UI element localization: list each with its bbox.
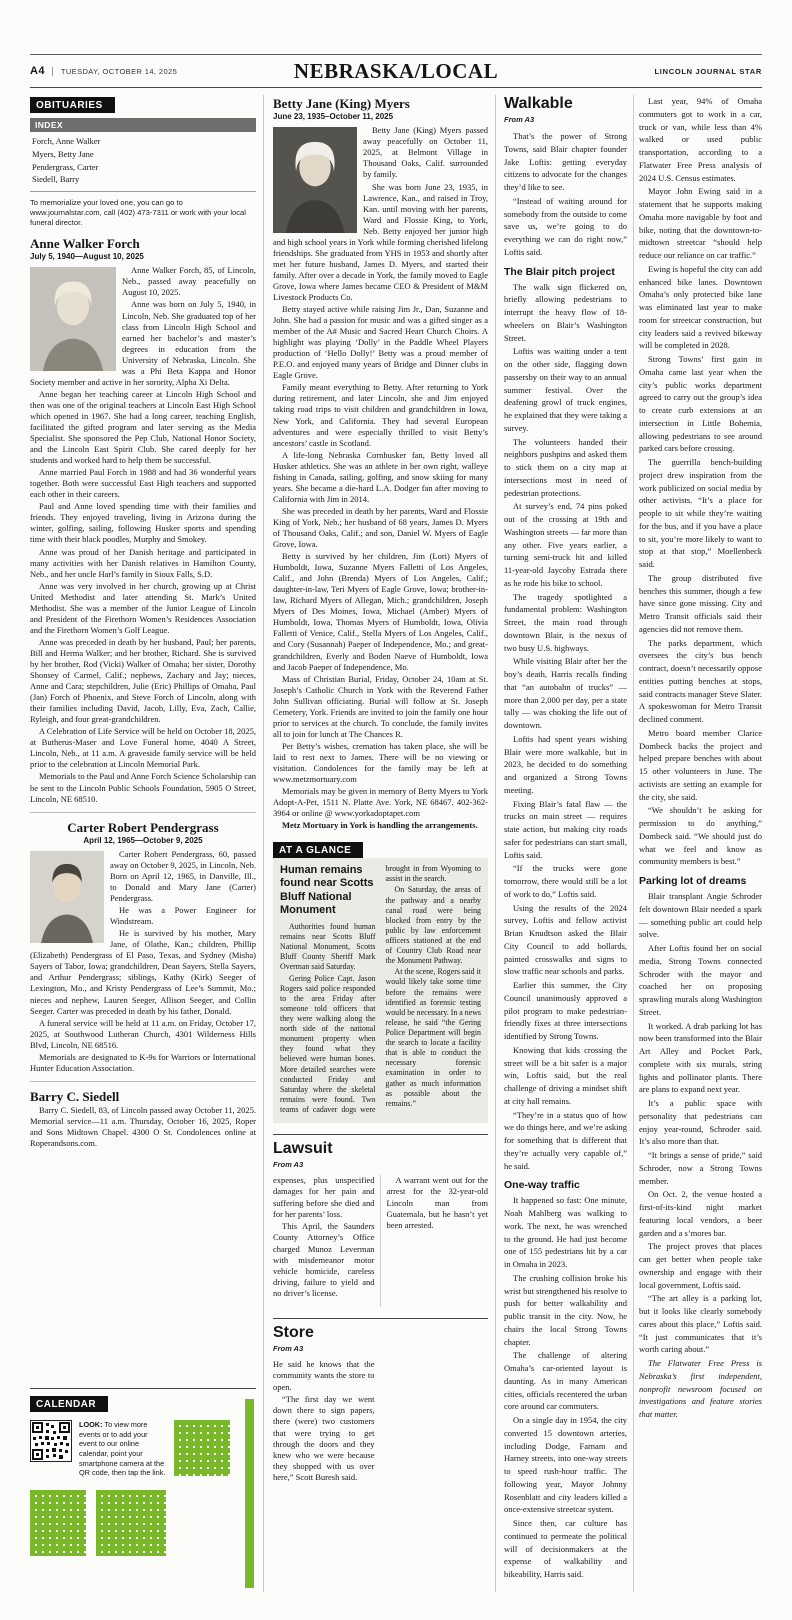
green-dot-grid <box>174 1420 230 1476</box>
portrait-silhouette-icon <box>30 851 104 943</box>
article-paragraph: At the scene, Rogers said it would likely take some time before the remains were identified as forensic testing would be necessary. In a news release, he said “the Gering Police Department will begin the search to locate a facility that is able to conduct the necessary forensic examination in order to gather as much information as possible about the remains.” <box>385 967 481 1108</box>
article-paragraph: He said he knows that the community wants the store to open. <box>273 1359 375 1392</box>
green-dot-grid <box>30 1490 86 1556</box>
article-paragraph: Anne Walker Forch, 85, of Lincoln, Neb., passed away peacefully on August 10, 2025. <box>122 265 256 298</box>
article-paragraph: It worked. A drab parking lot has now been transformed into the Blair Art Alley and Pocket Park, complete with six murals, string lights and pollinator plants. There are plans to expand next year. <box>639 1020 762 1095</box>
article-paragraph: Anne was born on July 5, 1940, in Lincoln, Neb. She graduated top of her class from Lincoln High School and earned her bachelor’s and master’s degrees in education from the University of Nebraska, Lincoln. She was a Phi Beta Kappa and Honor Society member and active in her sorority, Alpha Xi Delta. <box>30 299 256 387</box>
obituary-body <box>273 125 488 831</box>
article-paragraph: expenses, plus unspecified damages for her pain and suffering before she died and for her parents’ loss. <box>273 1175 375 1219</box>
article-paragraph: Mass of Christian Burial, Friday, October 24, 10am at St. Joseph’s Catholic Church in York with the Reverend Father John Sullivan officiating. Burial will follow at St. Joseph Cemetery, York. Friends are invited to join the family one hour prior to services at the church. To conclude, the family invites all to join for lunch at The Chances R. <box>273 673 488 739</box>
article-paragraph: Knowing that kids crossing the street will be a bit safer is a major win, Loftis said, but the real challenge of driving a mindset shift at city hall remains. <box>504 1044 627 1106</box>
article-paragraph: It happened so fast: One minute, Noah Mahlberg was walking to work. The next, he was wrenched to the ground. He had just become one of 155 pedestrians hit by a car in Omaha in 2023. <box>504 1195 627 1270</box>
article-paragraph: The Flatwater Free Press is Nebraska’s first independent, nonprofit newsroom focused on investigations and feature stories that matter. <box>639 1358 762 1420</box>
article-paragraph: “They’re in a status quo of how we do things here, and we’re asking for something that is different that they’re actually very capable of,” he said. <box>504 1109 627 1171</box>
article-text <box>273 1175 488 1307</box>
continued-from-label: From A3 <box>504 115 535 124</box>
article-paragraph: At survey’s end, 74 pins poked out of the crossing at 19th and Washington streets — far more than any other. Five years earlier, a turning semi-truck hit and killed 11-year-old Jaycoby Estrada there as he rode his bike to school. <box>504 501 627 588</box>
obituary-dates: June 23, 1935–October 11, 2025 <box>273 112 394 122</box>
article-paragraph: Loftis was waiting under a tent on the other side, flagging down passersby on their way to an annual summer festival. Over the deafening growl of truck engines, he explained that they were taking a survey. <box>504 346 627 433</box>
section-title: NEBRASKA/LOCAL <box>293 58 499 83</box>
middle-column <box>273 95 488 1592</box>
article-paragraph: Gering Police Capt. Jason Rogers said police responded to the area Friday after someone told officers that they were walking along the north side of the national monument property when they found what they believed were human bones. More detailed searches were conducted Friday and Saturday where the skeletal remains were found. Two teams of cadaver dogs were brought in from Wyoming to assist in the search. <box>280 864 481 1114</box>
article-text <box>273 1359 488 1485</box>
obituaries-column <box>30 95 256 1592</box>
article-paragraph: Strong Towns’ first gain in Omaha came last year when the city’s public works department agreed to carry out the group’s idea to create curb extensions at an intersection in Little Bohemia, allowing pedestrians to see around parked cars before crossing. <box>639 354 762 454</box>
article-text <box>504 95 762 1592</box>
article-paragraph: The walk sign flickered on, briefly allowing pedestrians to interrupt the heavy flow of 18-wheelers on Blair’s Washington Street. <box>504 281 627 343</box>
issue-date: TUESDAY, OCTOBER 14, 2025 <box>52 67 177 76</box>
article-paragraph: On a single day in 1954, the city converted 15 downtown arteries, including Dodge, Farnam and Harney streets, into one-way streets to speed rush-hour traffic. The following year, Mayor Johnny Rosenblatt and city leaders killed a once-extensive streetcar system. <box>504 1415 627 1515</box>
article-headline: Walkable <box>504 95 573 112</box>
continued-from-label: From A3 <box>273 1160 304 1170</box>
article-paragraph: The volunteers handed their neighbors pushpins and asked them to stick them on a city map at intersections most in need of pedestrian protections. <box>504 436 627 498</box>
obituary-name: Barry C. Siedell <box>30 1088 120 1104</box>
article-paragraph: The group distributed five benches this summer, though a few have since gone missing. City and Metro Transit officials said their agencies did not remove them. <box>639 572 762 634</box>
article-paragraph: Betty stayed active while raising Jim Jr., Dan, Suzanne and John. She had a passion for music and was a gifted singer as a member of the A# Music and Sacred Heart Church Choirs. A highlight was playing ‘Dolly’ in the Paddle Wheel Players production of ‘Hello Dolly!’ Betty was a proud member of P.E.O. and enjoyed many years of Bridge and Dinner clubs in Eagle Grove. <box>273 304 488 381</box>
obituary-dates: April 12, 1965—October 9, 2025 <box>83 835 203 845</box>
look-label: LOOK: <box>79 1420 103 1429</box>
obituary-name: Betty Jane (King) Myers <box>273 96 410 111</box>
glance-headline: Human remains found near Scotts Bluff National Monument <box>280 864 374 916</box>
article-paragraph: “Instead of waiting around for somebody from the outside to come save us, we’re going to do everything we can do right now,” Loftis said. <box>504 195 627 257</box>
obituary-dates: July 5, 1940—August 10, 2025 <box>30 252 144 262</box>
column-divider <box>263 95 264 1592</box>
article-paragraph: Per Betty’s wishes, cremation has taken place, she will be laid to rest next to James. There will be no viewing or visitation. Condolences for the family may be left at www.metzmortuary.com <box>273 740 488 785</box>
article-subhead: Parking lot of dreams <box>639 875 747 887</box>
article-paragraph: He was a Power Engineer for Windstream. <box>110 905 256 927</box>
page-header <box>30 54 762 88</box>
index-header: INDEX <box>30 118 256 132</box>
article-paragraph: Earlier this summer, the City Council unanimously approved a pilot program to make pedestrian-friendly fixes at three intersections identified by Strong Towns. <box>504 980 627 1042</box>
article-paragraph: Barry C. Siedell, 83, of Lincoln passed away October 11, 2025. Memorial service—11 a.m. Thursday, October 16, 2025, Roper and Sons Midtown Chapel. 4300 O St. Condolences online at Roperandsons.com. <box>30 1105 256 1149</box>
article-paragraph: Memorials are designated to K-9s for Warriors or International Hunter Education Association. <box>30 1051 256 1073</box>
at-a-glance-banner: AT A GLANCE <box>273 842 363 858</box>
article-paragraph: Fixing Blair’s fatal flaw — the trucks on main street — requires state action, but making city roads safer for pedestrians can start small, Loftis said. <box>504 798 627 860</box>
column-divider <box>495 95 496 1592</box>
article-headline: Lawsuit <box>273 1140 333 1158</box>
article-paragraph: “If the trucks were gone tomorrow, there would still be a lot of work to do,” Loftis said. <box>504 863 627 899</box>
calendar-look-text <box>79 1420 167 1478</box>
article-paragraph: It’s a public space with personality that pedestrians can enjoy year-round, Schroder said. It’s also more than that. <box>639 1098 762 1147</box>
obituary-photo <box>30 267 116 371</box>
green-accent-bar <box>245 1399 254 1588</box>
article-paragraph: Last year, 94% of Omaha commuters got to work in a car, truck or van, while less than 4% walked or used public transportation, according to a Flatwater Free Press analysis of 2024 U.S. Census estimates. <box>639 96 762 183</box>
portrait-silhouette-icon <box>273 127 357 233</box>
article-paragraph: Anne married Paul Forch in 1988 and had 36 wonderful years together. Both were successful East High teachers and supported each other in their careers. <box>30 467 256 500</box>
obituary-body <box>30 849 256 1074</box>
obituary-index-item: Siedell, Barry <box>32 174 80 185</box>
article-paragraph: A warrant went out for the arrest for the 32-year-old Lincoln man from Guatemala, but he hasn’t yet been arrested. <box>386 1175 488 1231</box>
article-headline: Store <box>273 1324 314 1342</box>
calendar-look-row <box>30 1420 256 1478</box>
article-paragraph: Anne was proud of her Danish heritage and participated in many activities with her Danish relatives in Hamilton County, Neb., and her uncle Harl’s family in Sioux Falls, S.D. <box>30 546 256 579</box>
article-paragraph: Since then, car culture has continued to permeate the political will of decisionmakers at the expense of walkability and bikeability, Harris said. <box>504 1518 627 1580</box>
memorialize-note: To memorialize your loved one, you can go to www.journalstar.com, call (402) 473-7311 or work with your local funeral director. <box>30 198 246 228</box>
article-paragraph: “The first day we went down there to sign papers, there (were) two customers that were trying to get through the doors and they knew who we were because they shopped with us over here,” Scott Buresh said. <box>273 1393 375 1483</box>
obituary-index-item: Forch, Anne Walker <box>32 136 101 146</box>
article-paragraph: That’s the power of Strong Towns, said Blair chapter founder Jake Loftis: getting everyday citizens to advocate for the changes they’d like to see. <box>504 131 627 192</box>
article-paragraph: Metro board member Clarice Dombeck backs the project and helped prepare benches with about 15 other volunteers in June. The activists are setting an example for the city, she said. <box>639 727 762 802</box>
obituary-photo <box>30 851 104 943</box>
article-paragraph: Loftis had spent years wishing Blair were more walkable, but in 2023, he decided to do something and organized a Strong Towns meeting. <box>504 733 627 795</box>
at-a-glance-box <box>273 858 488 1123</box>
obituary-betty-myers <box>273 97 488 831</box>
article-paragraph: On Oct. 2, the venue hosted a first-of-its-kind night market featuring local vendors, a beer garden and a s’mores bar. <box>639 1189 762 1238</box>
article-paragraph: She was preceded in death by her parents, Ward and Flossie King of York, Neb.; her husband of 68 years, James D. Myers of Thousand Oaks, Calif.; and son, Daniel W. Myers of Eagle Grove, Iowa. <box>273 505 488 550</box>
page-number: A4 <box>30 65 45 77</box>
portrait-silhouette-icon <box>30 267 116 371</box>
article-paragraph: The crushing collision broke his wrist but strengthened his resolve to push for better walkability and public transit in the city. Now, he chairs the local Strong Towns chapter. <box>504 1272 627 1347</box>
article-paragraph: After Loftis found her on social media, Strong Towns connected Schroder with the mayor and coached her on proposing sprawling murals along Washington Street. <box>639 943 762 1017</box>
article-paragraph: Anne began her teaching career at Lincoln High School and then was one of the original teachers at Lincoln East High School which opened in 1967. She had a long career, teaching English, facilitated the gifted program and later serving as the Media Specialist. She sponsored the Pep Club, National Honor Society, and the Lincoln East Spirit Club. She cared deeply for her students and worked hard to help them be successful. <box>30 388 256 466</box>
article-paragraph: Memorials may be given in memory of Betty Myers to York Adopt-A-Pet, 1511 N. Platte Ave. York, NE 68467. 402-362-3964 or online @ www.yorkadoptapet.com <box>273 786 488 819</box>
article-paragraph: The tragedy spotlighted a fundamental problem: Washington Street, the main road through downtown Blair, is the nexus of two busy U.S. highways. <box>504 591 627 653</box>
green-dot-grid <box>96 1490 166 1556</box>
article-subhead: One-way traffic <box>504 1179 580 1192</box>
article-paragraph: A Celebration of Life Service will be held on October 18, 2025, at Butherus-Maser and Love Funeral home, 4040 A Street, Lincoln, Neb., at 11 a.m. A graveside family service will be held prior to the celebration at Lincoln Memorial Park. <box>30 726 256 770</box>
article-paragraph: This April, the Saunders County Attorney’s Office charged Munoz Leverman with misdemeanor motor vehicle homicide, careless driving, failure to yield and no driver’s license. <box>273 1221 375 1299</box>
folio <box>30 65 177 77</box>
article-paragraph: Paul and Anne loved spending time with their families and friends. They enjoyed traveling, living in Arizona during the winter, golfing, sailing, following Husker sports and spending time with their black poodles, Murphy and Smokey. <box>30 501 256 545</box>
at-a-glance-section <box>273 840 488 1123</box>
article-paragraph: Blair transplant Angie Schroder felt downtown Blair needed a spark — something public art could help solve. <box>639 891 762 940</box>
paper-name: LINCOLN JOURNAL STAR <box>654 66 762 76</box>
continued-from-label: From A3 <box>273 1344 304 1354</box>
article-paragraph: Using the results of the 2024 survey, Loftis and fellow activist Brian Knudtson asked the Blair City Council to add bollards, painted crosswalks and signs to slow traffic near schools and parks. <box>504 902 627 977</box>
article-paragraph: He is survived by his mother, Mary Jane, of Olathe, Kan.; children, Phillip (Elizabeth) Pendergrass of El Paso, Texas, and Sydney (Misha) Sayers of Tabor, Iowa; grandchildren, Dean Sayers, Stella Sayers, and Arthur Pendergrass; siblings, Kathy (Kirk) Seeger of Lexington, Mo., and Kristy Pendergrass of Lee’s Summit, Mo.; nieces and nephew, Lauren Seeger, Allison Seeger, and Collin Seeger. Carter was preceded in death by his father, Donald. <box>30 928 256 1016</box>
obituary-name: Anne Walker Forch <box>30 236 140 252</box>
calendar-banner: CALENDAR <box>30 1396 108 1412</box>
article-paragraph: The guerrilla bench-building project drew inspiration from the work publicized on social media by other activists. “It’s a place for people to sit while they’re waiting for the bus, and if you have a place to sit, you’re more likely to want to stop at that stop,” Moellenbeck said. <box>639 457 762 569</box>
obituary-text <box>30 1105 256 1149</box>
article-paragraph: “We shouldn’t be asking for permission to do anything,” Dombeck said. “We should just do what we feel and know as community members is best.” <box>639 805 762 867</box>
article-paragraph: Anne was very involved in her church, growing up at Christ United Methodist and later attending St. Mark’s United Methodist. She was a member of the Junior League of Lincoln and President of the Firethorn Women’s Residences Association and the Firethorn Women’s Golf League. <box>30 580 256 635</box>
article-paragraph: Mayor John Ewing said in a statement that he supports making Omaha more navigable by foot and bike, noting that the downtown-to-midtown streetcar “should help reduce our reliance on car traffic.” <box>639 186 762 260</box>
article-subhead: The Blair pitch project <box>504 265 615 278</box>
obituary-anne-forch <box>30 237 256 805</box>
calendar-section <box>30 1388 256 1588</box>
obituary-body <box>30 265 256 804</box>
qr-code-icon <box>30 1420 72 1462</box>
lawsuit-article <box>273 1134 488 1307</box>
article-paragraph: Metz Mortuary in York is handling the arrangements. <box>282 820 478 831</box>
obituaries-banner: OBITUARIES <box>30 97 115 113</box>
obituary-photo <box>273 127 357 233</box>
obituary-barry-siedell <box>30 1081 256 1149</box>
obituary-index-item: Pendergrass, Carter <box>32 161 99 172</box>
article-paragraph: Betty Jane (King) Myers passed away peacefully on October 11, 2025, at Belmont Village in Thousand Oaks, Calif. surrounded by family. <box>363 125 488 180</box>
store-article <box>273 1318 488 1485</box>
article-paragraph: While visiting Blair after her the boy’s death, Harris recalls finding that “an autobahn of trucks” — more than 2,000 per day, per a state tally — was choking the life out of downtown. <box>504 656 627 731</box>
calendar-grid-row <box>30 1490 256 1556</box>
article-paragraph: “It brings a sense of pride,” said Schroder, now a Strong Towns member. <box>639 1150 762 1186</box>
article-paragraph: Betty is survived by her children, Jim (Lori) Myers of Humboldt, Iowa, Suzanne Myers Falletti of Los Angeles, Calif., and John (Brenda) Myers of Los Angeles, Calif.; daughter-in-law, Teri Myers of Eagle Grove, Iowa; brother-in-law, Richard Myers of Allegan, Mich.; grandchildren, Joseph Myers of Des Moines, Iowa, Michael (Amber) Myers of Humboldt, Iowa, Thomas Myers of Humboldt, Iowa, Olivia Falletti of Venice, Calif., Stella Myers of Los Angeles, Calif., and Cory (Susannah) Paeper of Independence, Mo.; and great-grandchildren, Everly and Boden Naeve of Humboldt, Iowa and Jacob Paeper of Independence, Mo. <box>273 551 488 672</box>
article-paragraph: The project proves that places can get better when people take ownership and engage with their local government, Loftis said. <box>639 1241 762 1290</box>
at-a-glance-columns <box>280 864 481 1116</box>
article-paragraph: Anne was preceded in death by her husband, Paul; her parents, Bill and Herma Walker; and her brother, Richard. She is survived by her brother, Rod (Vicki) Walker of Omaha; her sister, Dorothy Shonsey of Carmel, Calif.; nephews, Zachary and Jay; nieces, Anne and Cara; stepchildren, Julie (Eric) Phillips of Omaha, Paul (Jan) Forch of Phoenix, and Steve Forch of Lincoln, along with their families including David, Jacob, Lilly, Eva, Zach, Callie, Ryleigh, and four great-grandchildren. <box>30 636 256 725</box>
obituary-carter-pendergrass <box>30 812 256 1074</box>
article-paragraph: The challenge of altering Omaha’s car-oriented layout is daunting. As in many American cities, officials recentered the urban core around car commuters. <box>504 1350 627 1412</box>
article-paragraph: Memorials to the Paul and Anne Forch Science Scholarship can be sent to the Lincoln Public Schools Foundation, 5905 O Street, Lincoln, NE 68510. <box>30 771 256 804</box>
look-body: To view more events or to add your event to our online calendar, point your smartphone camera at the QR code, then tap the link. <box>79 1420 166 1478</box>
walkable-column <box>504 95 762 1592</box>
article-paragraph: Carter Robert Pendergrass, 60, passed away on October 9, 2025, in Lincoln, Neb. Born on April 12, 1965, in Danville, Ill., to Donald and Mary Jane (Carter) Pendergrass. <box>110 848 256 904</box>
article-paragraph: A life-long Nebraska Cornhusker fan, Betty loved all Husker athletics. She was an athlete in her own right, walleye fishing in Canada, sailing, golfing, and snow skiing for many years. She became a die-hard L.A. Dodger fan after moving to California with Jim in 2014. <box>273 449 488 504</box>
article-paragraph: “The art alley is a parking lot, but it looks like clearly somebody cares about this place,” Loftis said. “It just communicates that it’s worth caring about.” <box>639 1293 762 1355</box>
obituary-name: Carter Robert Pendergrass <box>67 819 219 835</box>
article-paragraph: Authorities found human remains near Scotts Bluff National Monument, Scotts Bluff County Sheriff Mark Overman said Saturday. <box>280 922 376 972</box>
article-paragraph: A funeral service will be held at 11 a.m. on Friday, October 17, 2025, at Southwood Lutheran Church, 4301 Wilderness Hills Blvd, Lincoln, NE 68516. <box>30 1017 256 1050</box>
article-paragraph: Ewing is hopeful the city can add enhanced bike lanes. Downtown Omaha’s only protected bike lane was eliminated last year to make room for streetcar construction, but city leaders said a revived bikeway will be completed in 2028. <box>639 263 762 351</box>
article-paragraph: On Saturday, the areas of the pathway and a nearby canal road were being blocked from entry by the public by law enforcement officers stationed at the end of Country Club Road near the Monument Pathway. <box>385 885 481 966</box>
article-paragraph: The parks department, which oversees the city’s bus bench contract, doesn’t necessarily oppose entities putting benches at stops, said contracts manager Steve Slater. A spokeswoman for Metro Transit declined comment. <box>639 637 762 724</box>
obituary-body <box>30 1105 256 1149</box>
obituary-index <box>30 132 256 192</box>
article-paragraph: She was born June 23, 1935, in Lawrence, Kan., and raised in Troy, Kan. until moving with her parents, Ward and Flossie King, to York, Neb. Betty enjoyed her junior high and high school years in York while forming cherished lifelong friendships. She graduated from YHS in 1953 and shortly after met her future husband, James D. Myers, and started their family. After over a decade in York, the family moved to Eagle Grove, Iowa where James became CEO & President of M&M Livestock Products Co. <box>273 181 488 302</box>
walkable-article <box>504 95 762 1592</box>
article-paragraph: Family meant everything to Betty. After returning to York during retirement, and later Lincoln, she and Jim enjoyed taking road trips to visit children and grandchildren in Iowa, New York, and California. They had several European adventures and were especially thrilled to visit Betty’s ancestors’ castle in Scotland. <box>273 382 488 448</box>
obituary-index-item: Myers, Betty Jane <box>32 148 94 159</box>
